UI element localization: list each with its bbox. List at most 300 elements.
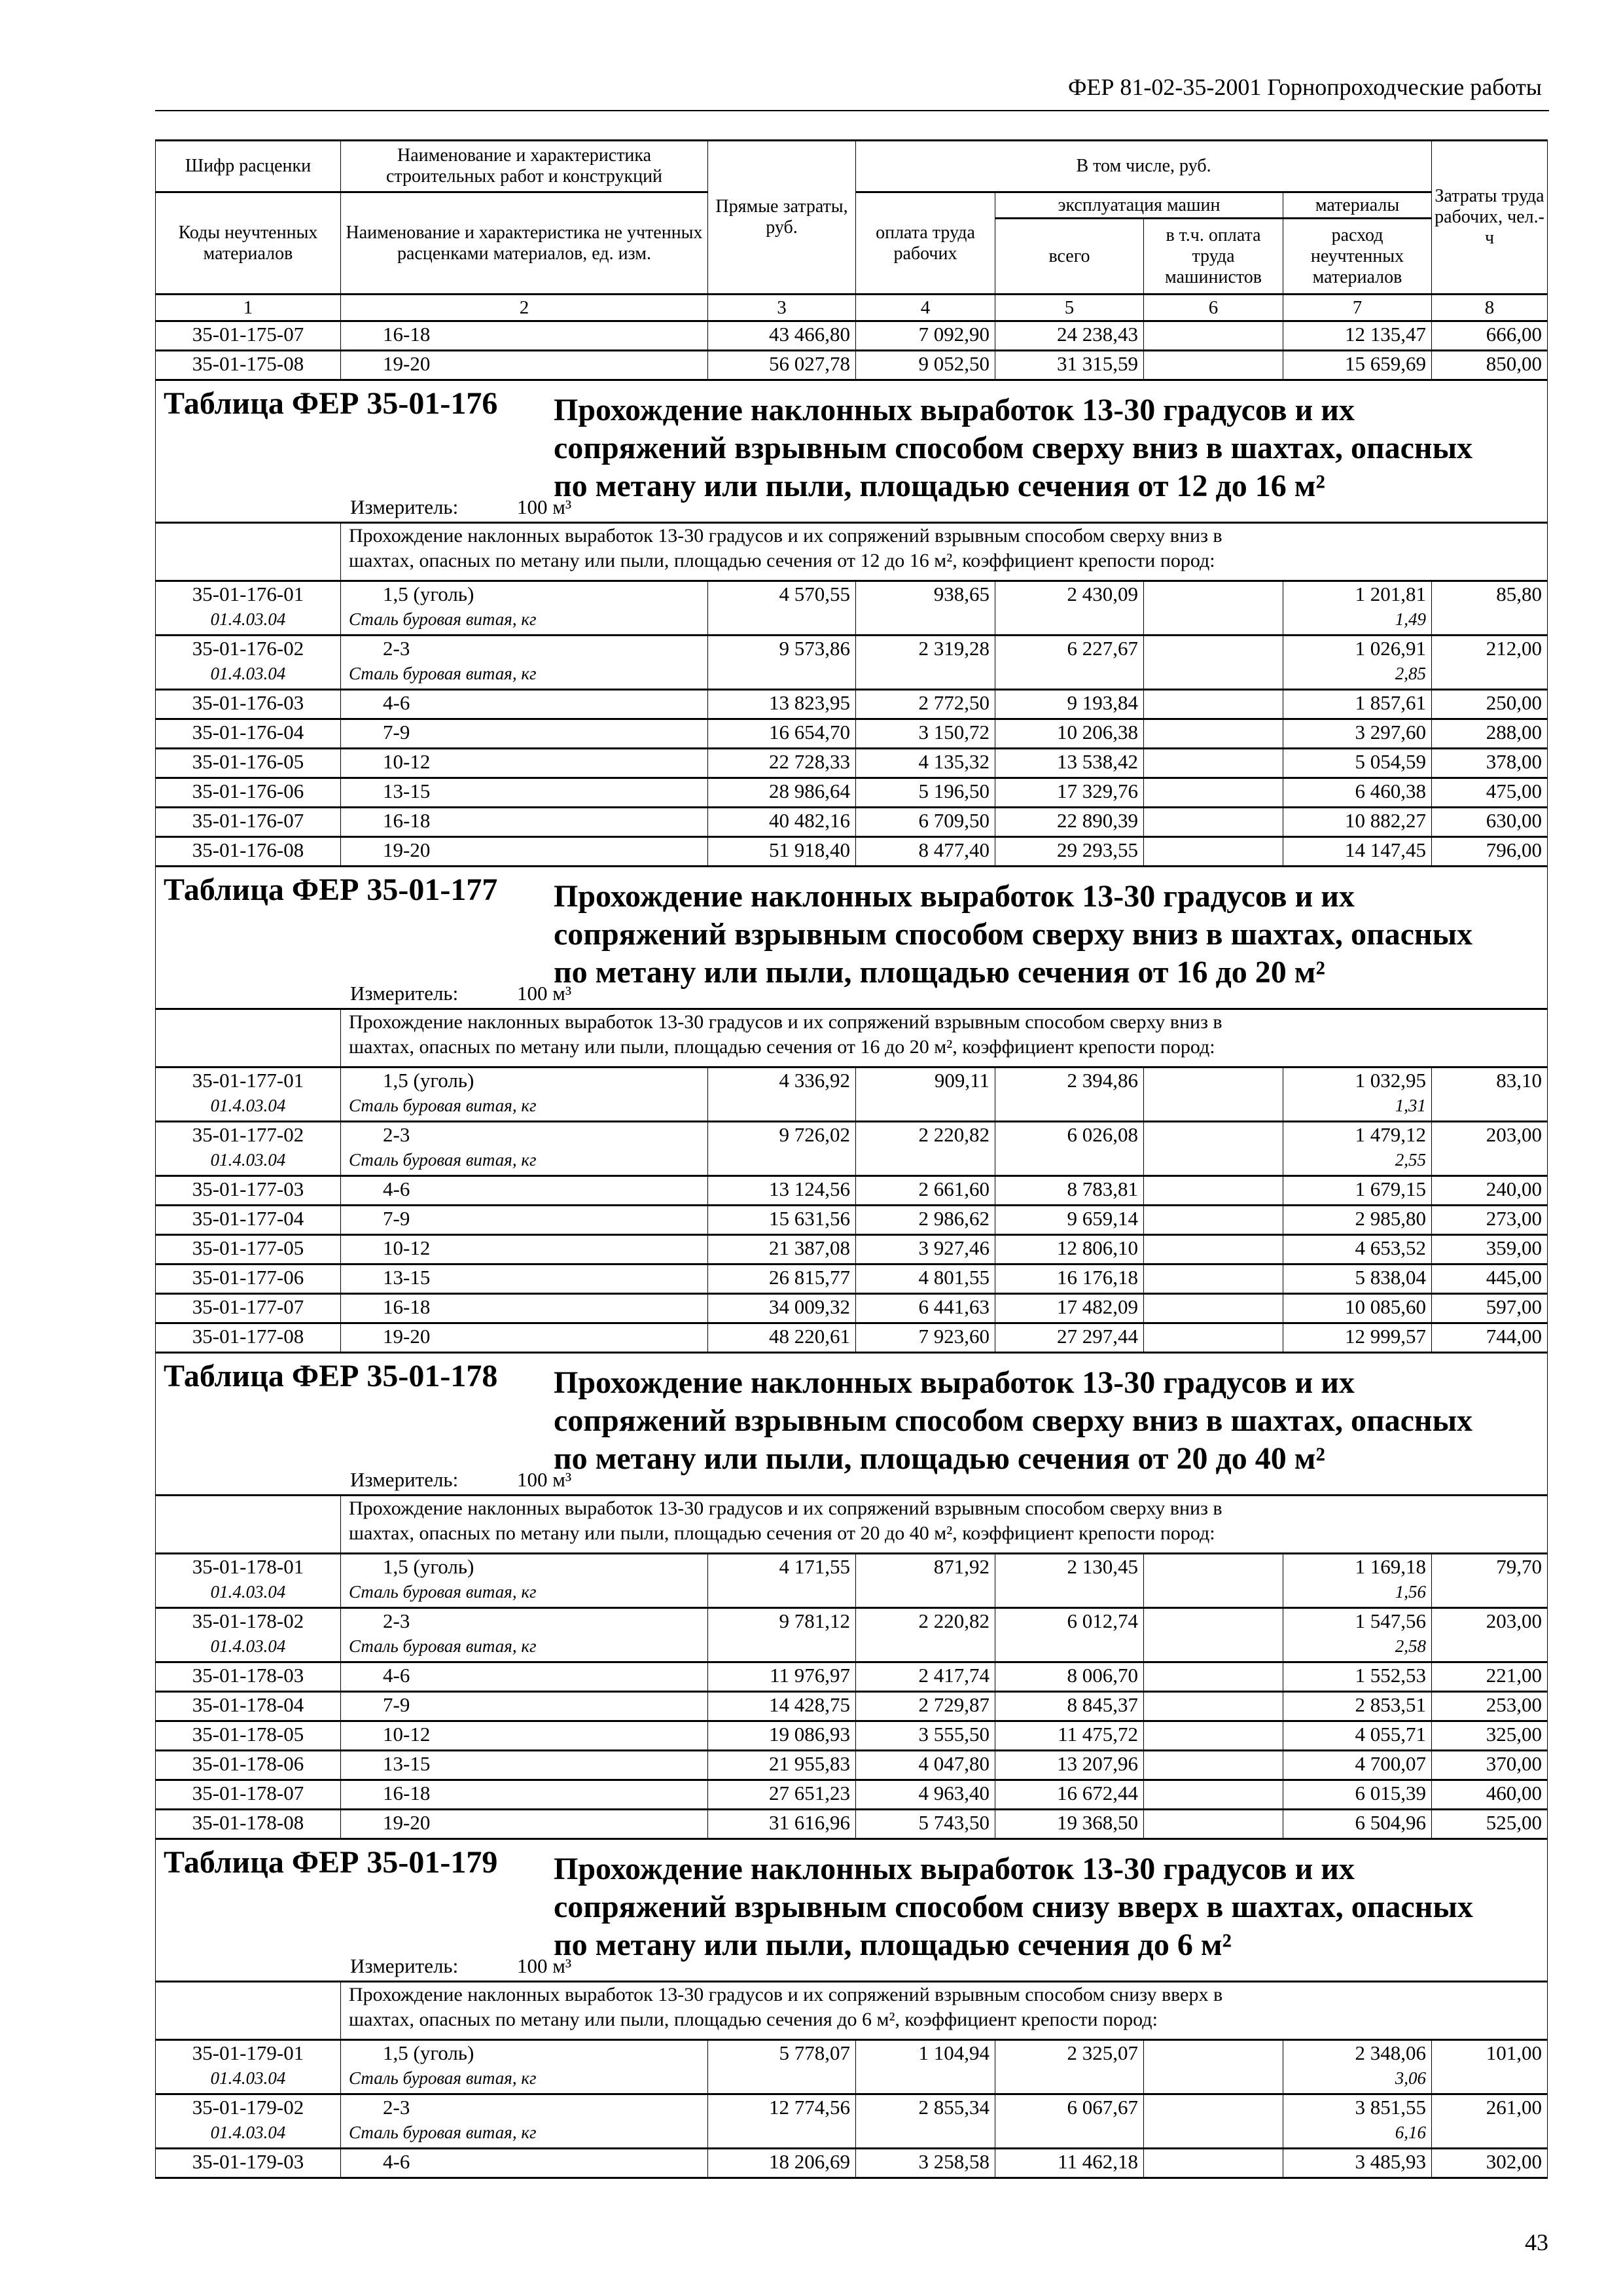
labor-hours <box>1432 1554 1548 1608</box>
rate-name-value: 19-20 <box>383 1325 431 1348</box>
machinists-pay <box>1144 778 1283 808</box>
labor-hours-value: 253,00 <box>1486 1693 1543 1716</box>
rate-code <box>156 1067 341 1122</box>
materials-value: 14 147,45 <box>1345 838 1427 861</box>
rate-code-value: 35-01-177-07 <box>192 1295 304 1318</box>
labor-hours-value: 850,00 <box>1486 352 1543 375</box>
rate-code <box>156 749 341 778</box>
direct-costs-value: 21 955,83 <box>769 1752 850 1775</box>
description-line: шахтах, опасных по метану или пыли, площадью сечения от 16 до 20 м², коэффициент крепости пород: <box>349 1036 1215 1058</box>
labor-pay <box>856 778 995 808</box>
materials-value: 3 297,60 <box>1355 721 1427 744</box>
materials <box>1283 1751 1432 1780</box>
labor-hours <box>1432 690 1548 719</box>
labor-pay-value: 3 258,58 <box>918 2150 990 2173</box>
rate-code-value: 35-01-176-02 <box>192 637 304 660</box>
material-code: 01.4.03.04 <box>210 2123 286 2142</box>
rate-name <box>341 2094 708 2149</box>
machines-total-value: 12 806,10 <box>1057 1236 1138 1259</box>
materials-value: 4 653,52 <box>1355 1236 1427 1259</box>
direct-costs <box>708 1721 856 1751</box>
materials-value: 10 882,27 <box>1345 809 1427 832</box>
labor-pay-value: 871,92 <box>933 1555 990 1578</box>
rate-name-value: 4-6 <box>383 2150 410 2173</box>
labor-pay <box>856 1721 995 1751</box>
labor-hours-value: 79,70 <box>1496 1555 1543 1578</box>
rate-code-value: 35-01-176-03 <box>192 691 304 714</box>
rate-code <box>156 1176 341 1206</box>
section-description-row <box>156 1982 1548 2040</box>
labor-hours-value: 203,00 <box>1486 1609 1543 1632</box>
material-qty: 6,16 <box>1395 2123 1427 2142</box>
direct-costs <box>708 1206 856 1235</box>
materials-value: 1 479,12 <box>1355 1123 1427 1146</box>
rate-code-value: 35-01-177-04 <box>192 1207 304 1230</box>
rate-code <box>156 1608 341 1662</box>
table-row <box>156 1810 1548 1839</box>
material-name: Сталь буровая витая, кг <box>349 609 537 629</box>
labor-hours-value: 250,00 <box>1486 691 1543 714</box>
rate-name-value: 4-6 <box>383 1664 410 1687</box>
labor-pay <box>856 1810 995 1839</box>
labor-hours <box>1432 719 1548 749</box>
materials <box>1283 581 1432 636</box>
machines-total-value: 13 538,42 <box>1057 750 1138 773</box>
machinists-pay <box>1144 1554 1283 1608</box>
direct-costs <box>708 581 856 636</box>
table-row <box>156 1067 1548 1122</box>
column-number: 5 <box>995 295 1144 321</box>
table-row <box>156 1692 1548 1721</box>
labor-pay <box>856 1662 995 1692</box>
direct-costs <box>708 1122 856 1176</box>
table-row <box>156 1122 1548 1176</box>
labor-hours-value: 359,00 <box>1486 1236 1543 1259</box>
labor-hours <box>1432 1122 1548 1176</box>
direct-costs <box>708 719 856 749</box>
materials <box>1283 321 1432 351</box>
rate-code-value: 35-01-178-05 <box>192 1723 304 1746</box>
direct-costs-value: 51 918,40 <box>769 838 850 861</box>
labor-pay <box>856 719 995 749</box>
machinists-pay <box>1144 321 1283 351</box>
direct-costs <box>708 1235 856 1265</box>
rate-name <box>341 351 708 380</box>
labor-hours <box>1432 351 1548 380</box>
direct-costs-value: 48 220,61 <box>769 1325 850 1348</box>
labor-pay-value: 2 855,34 <box>918 2096 990 2119</box>
machines-total-value: 8 006,70 <box>1067 1664 1138 1687</box>
section-description <box>341 1496 1548 1554</box>
rate-name-value: 19-20 <box>383 838 431 861</box>
rate-code-value: 35-01-176-08 <box>192 838 304 861</box>
rate-code <box>156 1721 341 1751</box>
labor-hours <box>1432 2040 1548 2094</box>
direct-costs-value: 9 573,86 <box>779 637 850 660</box>
machinists-pay <box>1144 1810 1283 1839</box>
description-line: шахтах, опасных по метану или пыли, площадью сечения до 6 м², коэффициент крепости пород: <box>349 2009 1158 2030</box>
materials-value: 6 504,96 <box>1355 1811 1427 1834</box>
materials <box>1283 1294 1432 1323</box>
material-code: 01.4.03.04 <box>210 1582 286 1602</box>
rate-code <box>156 719 341 749</box>
materials-value: 6 015,39 <box>1355 1782 1427 1804</box>
materials <box>1283 2094 1432 2149</box>
direct-costs-value: 15 631,56 <box>769 1207 850 1230</box>
direct-costs <box>708 2094 856 2149</box>
table-row <box>156 1780 1548 1810</box>
unit-value: 100 м³ <box>517 1954 572 1977</box>
machinists-pay <box>1144 1608 1283 1662</box>
table-code: Таблица ФЕР 35-01-179 <box>164 1845 498 1880</box>
material-code: 01.4.03.04 <box>210 1150 286 1170</box>
machines-total-value: 9 193,84 <box>1067 691 1138 714</box>
rate-name <box>341 1554 708 1608</box>
description-line: Прохождение наклонных выработок 13-30 градусов и их сопряжений взрывным способом сверху вниз в <box>349 525 1222 547</box>
labor-hours-value: 445,00 <box>1486 1266 1543 1289</box>
rate-name-value: 4-6 <box>383 691 410 714</box>
direct-costs <box>708 1554 856 1608</box>
labor-pay-value: 8 477,40 <box>918 838 990 861</box>
machines-total <box>995 1692 1144 1721</box>
direct-costs <box>708 1780 856 1810</box>
labor-pay <box>856 690 995 719</box>
labor-pay-value: 6 441,63 <box>918 1295 990 1318</box>
table-row <box>156 1294 1548 1323</box>
rate-code-value: 35-01-178-08 <box>192 1811 304 1834</box>
labor-hours <box>1432 1206 1548 1235</box>
labor-pay <box>856 351 995 380</box>
rate-name-value: 2-3 <box>383 637 410 660</box>
labor-hours-value: 212,00 <box>1486 637 1543 660</box>
labor-pay <box>856 321 995 351</box>
section-title <box>156 1353 1548 1496</box>
labor-pay-value: 3 150,72 <box>918 721 990 744</box>
machines-total-value: 22 890,39 <box>1057 809 1138 832</box>
direct-costs-value: 27 651,23 <box>769 1782 850 1804</box>
description-line: Прохождение наклонных выработок 13-30 градусов и их сопряжений взрывным способом снизу вверх в <box>349 1984 1223 2005</box>
material-code: 01.4.03.04 <box>210 609 286 629</box>
materials-value: 1 201,81 <box>1355 583 1427 605</box>
machines-total-value: 16 672,44 <box>1057 1782 1138 1804</box>
rate-name-value: 19-20 <box>383 352 431 375</box>
section-description <box>341 523 1548 581</box>
header-code: Шифр расценки <box>156 141 341 192</box>
rate-name <box>341 1751 708 1780</box>
direct-costs <box>708 1265 856 1294</box>
direct-costs-value: 28 986,64 <box>769 780 850 802</box>
materials <box>1283 1554 1432 1608</box>
direct-costs-value: 11 976,97 <box>770 1664 850 1687</box>
direct-costs-value: 4 570,55 <box>779 583 850 605</box>
materials-value: 1 552,53 <box>1355 1664 1427 1687</box>
machines-total <box>995 719 1144 749</box>
table-code: Таблица ФЕР 35-01-178 <box>164 1359 498 1393</box>
labor-hours <box>1432 1608 1548 1662</box>
section-title <box>156 380 1548 523</box>
rate-name-value: 1,5 (уголь) <box>383 1069 474 1092</box>
section-title <box>156 867 1548 1009</box>
machinists-pay <box>1144 2094 1283 2149</box>
materials-value: 4 700,07 <box>1355 1752 1427 1775</box>
machines-total <box>995 1323 1144 1353</box>
materials <box>1283 1206 1432 1235</box>
column-number: 2 <box>341 295 708 321</box>
unit-value: 100 м³ <box>517 1468 572 1491</box>
materials-value: 1 169,18 <box>1355 1555 1427 1578</box>
material-code: 01.4.03.04 <box>210 664 286 683</box>
machines-total-value: 10 206,38 <box>1057 721 1138 744</box>
table-row <box>156 1554 1548 1608</box>
machines-total-value: 13 207,96 <box>1057 1752 1138 1775</box>
rate-code <box>156 1751 341 1780</box>
labor-pay <box>856 837 995 867</box>
material-name: Сталь буровая витая, кг <box>349 1636 537 1656</box>
labor-hours-value: 460,00 <box>1486 1782 1543 1804</box>
labor-hours <box>1432 1780 1548 1810</box>
heading-line: по метану или пыли, площадью сечения от 16 до 20 м² <box>554 955 1325 990</box>
rate-code-value: 35-01-179-01 <box>192 2041 304 2064</box>
header-material-names: Наименование и характеристика не учтенных расценками материалов, ед. изм. <box>341 192 708 295</box>
machines-total <box>995 1294 1144 1323</box>
rate-code-value: 35-01-175-07 <box>192 323 304 346</box>
direct-costs <box>708 1810 856 1839</box>
unit-label: Измеритель: <box>350 1954 459 1977</box>
labor-hours-value: 666,00 <box>1486 323 1543 346</box>
running-header: ФЕР 81-02-35-2001 Горнопроходческие работы <box>1067 74 1542 100</box>
table-row <box>156 1206 1548 1235</box>
labor-pay <box>856 1692 995 1721</box>
machines-total <box>995 778 1144 808</box>
material-code: 01.4.03.04 <box>210 2068 286 2088</box>
table-row <box>156 351 1548 380</box>
direct-costs <box>708 1067 856 1122</box>
labor-pay-value: 2 729,87 <box>918 1693 990 1716</box>
rate-name-value: 2-3 <box>383 1609 410 1632</box>
machines-total <box>995 351 1144 380</box>
material-qty: 1,31 <box>1395 1096 1427 1115</box>
materials <box>1283 1662 1432 1692</box>
table-row <box>156 581 1548 636</box>
section-title <box>156 1839 1548 1982</box>
materials <box>1283 778 1432 808</box>
labor-hours <box>1432 581 1548 636</box>
rate-code <box>156 2149 341 2178</box>
rate-code <box>156 1780 341 1810</box>
rate-code <box>156 1662 341 1692</box>
empty-cell <box>156 1496 341 1554</box>
labor-hours-value: 221,00 <box>1486 1664 1543 1687</box>
labor-pay <box>856 636 995 690</box>
table-code: Таблица ФЕР 35-01-176 <box>164 386 498 421</box>
machines-total-value: 8 845,37 <box>1067 1693 1138 1716</box>
materials <box>1283 1721 1432 1751</box>
labor-pay <box>856 1067 995 1122</box>
table-row <box>156 1265 1548 1294</box>
rate-name <box>341 1206 708 1235</box>
table-row <box>156 2094 1548 2149</box>
header-rule <box>155 110 1549 111</box>
section-description-row <box>156 1496 1548 1554</box>
direct-costs-value: 56 027,78 <box>769 352 850 375</box>
machines-total-value: 2 430,09 <box>1067 583 1138 605</box>
machines-total <box>995 1265 1144 1294</box>
machinists-pay <box>1144 808 1283 837</box>
direct-costs-value: 4 171,55 <box>779 1555 850 1578</box>
rate-code <box>156 1235 341 1265</box>
direct-costs <box>708 1176 856 1206</box>
labor-pay <box>856 1235 995 1265</box>
table-row <box>156 1235 1548 1265</box>
machinists-pay <box>1144 719 1283 749</box>
table-row <box>156 837 1548 867</box>
header-material-codes: Коды неучтенных материалов <box>156 192 341 295</box>
rate-code-value: 35-01-178-06 <box>192 1752 304 1775</box>
heading-line: Прохождение наклонных выработок 13-30 градусов и их <box>554 879 1355 914</box>
materials <box>1283 351 1432 380</box>
table-row <box>156 321 1548 351</box>
direct-costs-value: 40 482,16 <box>769 809 850 832</box>
machinists-pay <box>1144 749 1283 778</box>
labor-hours-value: 796,00 <box>1486 838 1543 861</box>
labor-pay-value: 2 220,82 <box>918 1123 990 1146</box>
machinists-pay <box>1144 636 1283 690</box>
materials <box>1283 2149 1432 2178</box>
section-title-cell <box>156 380 1548 523</box>
table-row <box>156 1323 1548 1353</box>
rate-code <box>156 1323 341 1353</box>
rate-code <box>156 1122 341 1176</box>
material-code: 01.4.03.04 <box>210 1096 286 1115</box>
rate-code-value: 35-01-177-02 <box>192 1123 304 1146</box>
machines-total <box>995 1206 1144 1235</box>
column-number: 8 <box>1432 295 1548 321</box>
table-row <box>156 749 1548 778</box>
machines-total <box>995 1235 1144 1265</box>
materials-value: 1 032,95 <box>1355 1069 1427 1092</box>
unit-label: Измеритель: <box>350 495 459 518</box>
machines-total-value: 31 315,59 <box>1057 352 1138 375</box>
labor-hours-value: 101,00 <box>1486 2041 1543 2064</box>
labor-hours-value: 325,00 <box>1486 1723 1543 1746</box>
rate-code <box>156 351 341 380</box>
labor-hours-value: 525,00 <box>1486 1811 1543 1834</box>
machinists-pay <box>1144 1294 1283 1323</box>
labor-pay-value: 4 963,40 <box>918 1782 990 1804</box>
rate-name <box>341 581 708 636</box>
table-row <box>156 719 1548 749</box>
materials-value: 5 838,04 <box>1355 1266 1427 1289</box>
machines-total <box>995 1810 1144 1839</box>
materials-value: 1 679,15 <box>1355 1177 1427 1200</box>
machines-total <box>995 1554 1144 1608</box>
labor-pay <box>856 808 995 837</box>
rate-name-value: 1,5 (уголь) <box>383 583 474 605</box>
rate-code <box>156 581 341 636</box>
rate-code-value: 35-01-179-02 <box>192 2096 304 2119</box>
unit-label: Измеритель: <box>350 1468 459 1491</box>
labor-pay <box>856 1751 995 1780</box>
section-heading <box>554 1364 1472 1478</box>
rate-name-value: 2-3 <box>383 2096 410 2119</box>
machinists-pay <box>1144 1721 1283 1751</box>
machines-total-value: 11 475,72 <box>1058 1723 1138 1746</box>
materials <box>1283 749 1432 778</box>
labor-pay-value: 2 772,50 <box>918 691 990 714</box>
rate-name <box>341 778 708 808</box>
description-line: Прохождение наклонных выработок 13-30 градусов и их сопряжений взрывным способом сверху вниз в <box>349 1498 1222 1519</box>
rate-code <box>156 1554 341 1608</box>
materials <box>1283 690 1432 719</box>
labor-pay-value: 2 986,62 <box>918 1207 990 1230</box>
material-code: 01.4.03.04 <box>210 1636 286 1656</box>
machinists-pay <box>1144 1122 1283 1176</box>
direct-costs-value: 34 009,32 <box>769 1295 850 1318</box>
materials <box>1283 1780 1432 1810</box>
table-row <box>156 1176 1548 1206</box>
labor-hours <box>1432 1067 1548 1122</box>
machinists-pay <box>1144 690 1283 719</box>
direct-costs-value: 14 428,75 <box>769 1693 850 1716</box>
machines-total-value: 6 067,67 <box>1067 2096 1138 2119</box>
materials-value: 3 485,93 <box>1355 2150 1427 2173</box>
rate-name-value: 7-9 <box>383 721 410 744</box>
rate-name-value: 1,5 (уголь) <box>383 2041 474 2064</box>
table-row <box>156 690 1548 719</box>
table-row <box>156 778 1548 808</box>
header-material-consumption: расход неучтенных материалов <box>1283 219 1432 295</box>
direct-costs-value: 31 616,96 <box>769 1811 850 1834</box>
rate-code-value: 35-01-177-01 <box>192 1069 304 1092</box>
materials <box>1283 1810 1432 1839</box>
materials <box>1283 837 1432 867</box>
unit-value: 100 м³ <box>517 982 572 1005</box>
labor-pay-value: 2 661,60 <box>918 1177 990 1200</box>
machines-total-value: 11 462,18 <box>1058 2150 1138 2173</box>
header-machinists-pay: в т.ч. оплата труда машинистов <box>1144 219 1283 295</box>
rate-name <box>341 1662 708 1692</box>
machines-total <box>995 1662 1144 1692</box>
column-number: 7 <box>1283 295 1432 321</box>
labor-pay-value: 4 801,55 <box>918 1266 990 1289</box>
rate-code <box>156 778 341 808</box>
heading-line: по метану или пыли, площадью сечения от 12 до 16 м² <box>554 469 1325 503</box>
heading-line: сопряжений взрывным способом сверху вниз в шахтах, опасных <box>554 431 1473 465</box>
machines-total-value: 27 297,44 <box>1057 1325 1138 1348</box>
labor-hours <box>1432 778 1548 808</box>
machines-total-value: 17 482,09 <box>1057 1295 1138 1318</box>
labor-hours <box>1432 749 1548 778</box>
labor-hours-value: 597,00 <box>1486 1295 1543 1318</box>
table-header <box>156 141 1548 321</box>
materials-value: 12 999,57 <box>1345 1325 1427 1348</box>
rate-name <box>341 719 708 749</box>
labor-hours-value: 302,00 <box>1486 2150 1543 2173</box>
rate-code-value: 35-01-178-04 <box>192 1693 304 1716</box>
machinists-pay <box>1144 1265 1283 1294</box>
labor-pay <box>856 1294 995 1323</box>
machinists-pay <box>1144 1780 1283 1810</box>
machines-total-value: 24 238,43 <box>1057 323 1138 346</box>
material-qty: 2,55 <box>1395 1150 1427 1170</box>
materials <box>1283 1265 1432 1294</box>
materials-value: 3 851,55 <box>1355 2096 1427 2119</box>
labor-pay-value: 9 052,50 <box>918 352 990 375</box>
labor-pay <box>856 1122 995 1176</box>
machines-total-value: 19 368,50 <box>1057 1811 1138 1834</box>
machines-total-value: 2 325,07 <box>1067 2041 1138 2064</box>
table-row <box>156 1662 1548 1692</box>
